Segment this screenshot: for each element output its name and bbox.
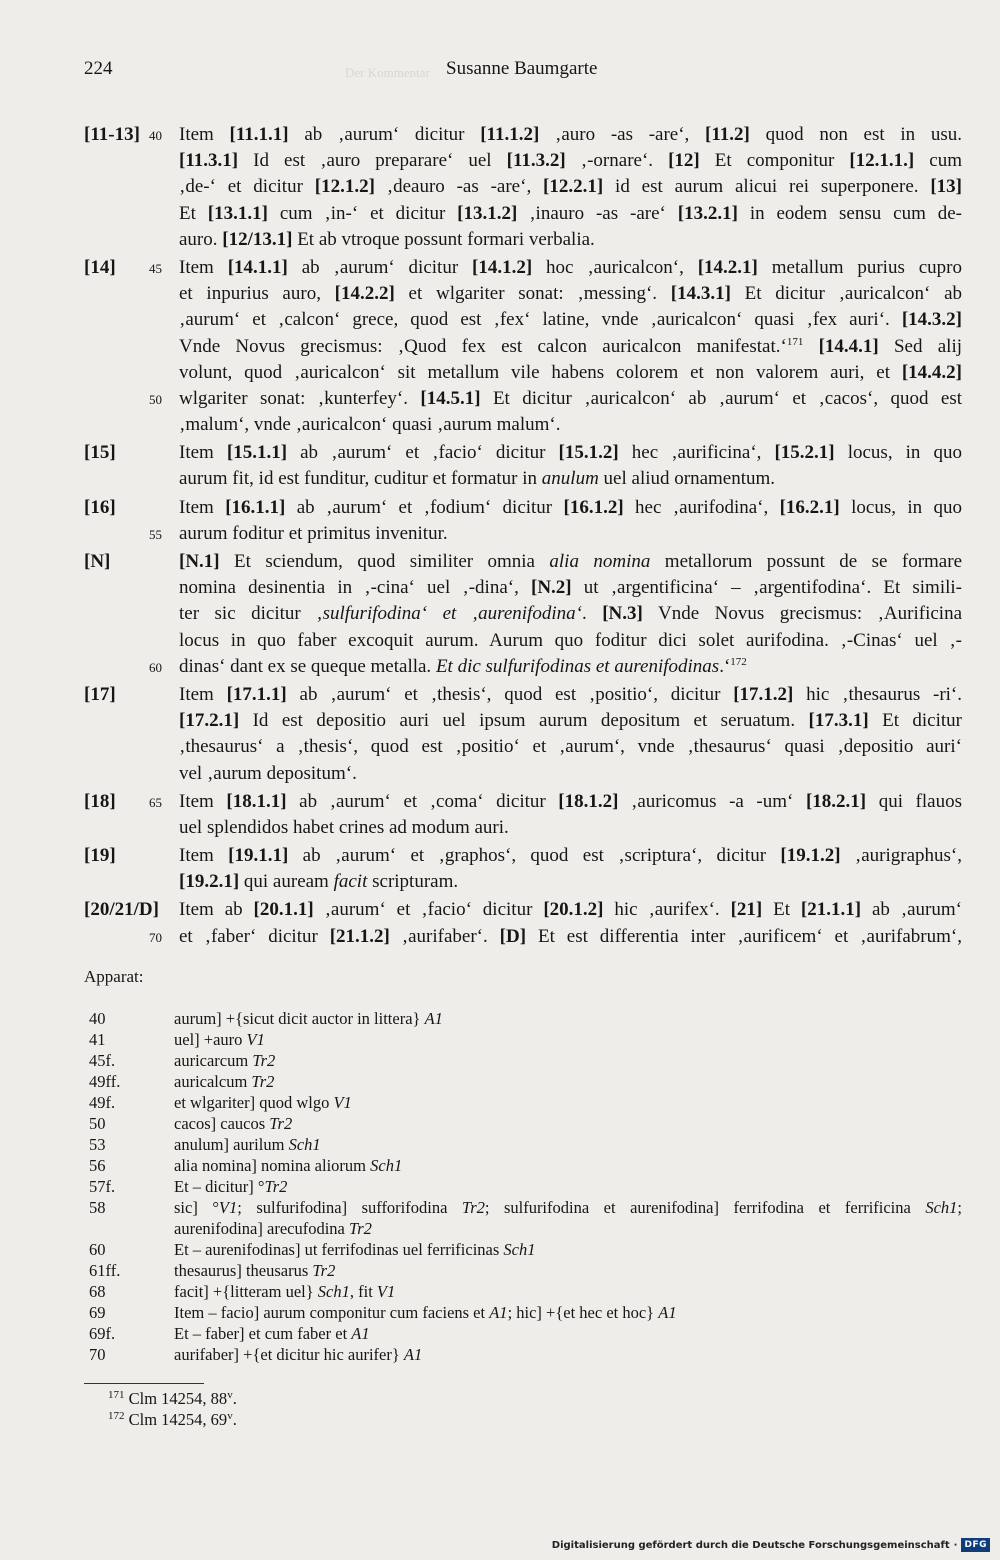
apparatus-line-ref: 40 (89, 1009, 106, 1028)
apparatus-line-ref: 69 (89, 1303, 106, 1322)
apparatus-entry (84, 1176, 962, 1197)
apparatus-entry (84, 1134, 962, 1155)
apparatus-note: uel] +auro V1 (174, 1030, 265, 1049)
section-label: [15] (84, 442, 116, 464)
line-text: Item [18.1.1] ab ‚aurum‘ et ‚coma‘ dicitur [18.1.2] ‚auricomus -a -um‘ [18.2.1] qui flauos (179, 790, 962, 812)
apparatus-entry (84, 1008, 962, 1029)
footnote-number: 171 (108, 1389, 125, 1401)
line-number: 55 (149, 526, 162, 542)
footnotes (108, 1388, 237, 1430)
apparatus-line-ref: 68 (89, 1282, 106, 1301)
section-paragraph (84, 897, 962, 949)
text-line (84, 307, 962, 333)
line-text: ‚thesaurus‘ a ‚thesis‘, quod est ‚positio‘ et ‚aurum‘, vnde ‚thesaurus‘ quasi ‚depositio auri‘ (179, 736, 962, 758)
running-head-author: Susanne Baumgarte (446, 58, 598, 79)
apparatus-note: sic] °V1; sulfurifodina] sufforifodina Tr2; sulfurifodina et aurenifodina] ferrifodina et ferrificina Sch1; (174, 1198, 963, 1217)
funding-separator: · (953, 1539, 958, 1551)
line-number: 45 (149, 260, 162, 276)
text-line (84, 708, 962, 734)
text-line (84, 412, 962, 438)
section-paragraph (84, 440, 962, 492)
apparatus-line-ref: 49f. (89, 1093, 116, 1112)
text-line (84, 682, 962, 708)
line-text: [17.2.1] Id est depositio auri uel ipsum aurum depositum et seruatum. [17.3.1] Et dicitur (179, 710, 962, 732)
text-line (84, 466, 962, 492)
text-line (84, 789, 962, 815)
text-line (84, 897, 962, 923)
line-text: Vnde Novus grecismus: ‚Quod fex est calcon auricalcon manifestat.‘$^{171}$ [14.4.1] Sed alij (179, 335, 962, 357)
line-text: [N.1] Et sciendum, quod similiter omnia alia nomina metallorum possunt de se formare (179, 551, 963, 572)
line-number: 50 (149, 391, 162, 407)
page-header (84, 58, 964, 84)
apparatus-note: auricalcum Tr2 (174, 1072, 275, 1091)
section-paragraph (84, 255, 962, 438)
apparatus-entry (84, 1092, 962, 1113)
text-line (84, 281, 962, 307)
edition-text (84, 122, 962, 952)
text-line (84, 148, 962, 174)
apparatus-note: facit] +{litteram uel} Sch1, fit V1 (174, 1282, 396, 1301)
line-number: 60 (149, 659, 162, 675)
text-line (84, 654, 962, 680)
text-line (84, 521, 962, 547)
line-text: auro. [12/13.1] Et ab vtroque possunt formari verbalia. (179, 228, 595, 250)
footnote (108, 1388, 237, 1409)
text-line (84, 734, 962, 760)
apparatus-entry (84, 1344, 962, 1365)
apparatus-note: aurifaber] +{et dicitur hic aurifer} A1 (174, 1345, 423, 1364)
line-text: ‚aurum‘ et ‚calcon‘ grece, quod est ‚fex‘ latine, vnde ‚auricalcon‘ quasi ‚fex auri‘. [14.3.2] (179, 309, 962, 331)
apparatus-line-ref: 58 (89, 1198, 106, 1217)
apparatus-entry (84, 1050, 962, 1071)
text-line (84, 255, 962, 281)
apparatus-entries (84, 1008, 962, 1365)
line-text: ‚malum‘, vnde ‚auricalcon‘ quasi ‚aurum malum‘. (179, 414, 561, 436)
line-text: Item [17.1.1] ab ‚aurum‘ et ‚thesis‘, quod est ‚positio‘, dicitur [17.1.2] hic ‚thesaurus -ri‘. (179, 683, 963, 705)
apparatus-line-ref: 57f. (89, 1177, 116, 1196)
text-line (84, 924, 962, 950)
section-paragraph (84, 495, 962, 547)
apparatus-criticus (84, 966, 962, 1365)
apparatus-line-ref: 53 (89, 1135, 106, 1154)
text-line (84, 440, 962, 466)
section-label: [11-13] (84, 124, 140, 145)
apparatus-note: Item – facio] aurum componitur cum faciens et A1; hic] +{et hec et hoc} A1 (174, 1303, 677, 1322)
apparatus-note: Et – dicitur] °Tr2 (174, 1177, 288, 1196)
text-line (84, 227, 962, 253)
text-line (84, 628, 962, 654)
funding-note (552, 1536, 990, 1554)
apparatus-note: aurenifodina] arecufodina Tr2 (174, 1219, 372, 1238)
line-text: aurum fit, id est funditur, cuditur et formatur in anulum uel aliud ornamentum. (179, 468, 776, 490)
text-line (84, 843, 962, 869)
footnote-end: . (232, 1410, 237, 1429)
line-text: ter sic dicitur ‚sulfurifodina‘ et ‚aurenifodina‘. [N.3] Vnde Novus grecismus: ‚Aurificina (179, 603, 963, 625)
line-number: 65 (149, 794, 162, 810)
line-text: [11.3.1] Id est ‚auro preparare‘ uel [11.3.2] ‚-ornare‘. [12] Et componitur [12.1.1.] cum (179, 150, 963, 172)
apparatus-entry (84, 1302, 962, 1323)
apparatus-note: Et – aurenifodinas] ut ferrifodinas uel ferrificinas Sch1 (174, 1240, 536, 1259)
section-paragraph (84, 843, 962, 895)
line-text: locus in quo faber excoquit aurum. Aurum quo foditur dici solet aurifodina. ‚-Cinas‘ uel ‚- (179, 629, 962, 651)
apparatus-entry (84, 1113, 962, 1134)
line-text: dinas‘ dant ex se queque metalla. Et dic sulfurifodinas et aurenifodinas.‘$^{172}$ (179, 655, 747, 677)
section-label: [18] (84, 790, 116, 812)
line-text: et ‚faber‘ dicitur [21.1.2] ‚aurifaber‘. [D] Et est differentia inter ‚aurificem‘ et ‚aurifabrum‘, (179, 925, 962, 947)
text-line (84, 201, 962, 227)
section-paragraph (84, 789, 962, 841)
apparatus-note: aurum] +{sicut dicit auctor in littera} A1 (174, 1009, 443, 1028)
line-text: Item [11.1.1] ab ‚aurum‘ dicitur [11.1.2] ‚auro -as -are‘, [11.2] quod non est in usu. (179, 124, 962, 145)
apparatus-note: auricarcum Tr2 (174, 1051, 276, 1070)
section-label: [20/21/D] (84, 899, 159, 921)
section-paragraph (84, 549, 962, 680)
apparatus-line-ref: 70 (89, 1345, 106, 1364)
apparatus-title: Apparat: (84, 967, 144, 986)
footnote-folio-side: v (227, 1410, 233, 1422)
line-text: uel splendidos habet crines ad modum auri. (179, 816, 509, 838)
text-line (84, 761, 962, 787)
apparatus-line-ref: 56 (89, 1156, 106, 1175)
line-text: Item [15.1.1] ab ‚aurum‘ et ‚facio‘ dicitur [15.1.2] hec ‚aurificina‘, [15.2.1] locus, in quo (179, 442, 962, 464)
apparatus-entry (84, 1071, 962, 1092)
apparatus-entry (84, 1260, 962, 1281)
text-line (84, 815, 962, 841)
section-label: [N] (84, 551, 111, 572)
line-text: aurum foditur et primitus invenitur. (179, 522, 448, 544)
funding-note-text: Digitalisierung gefördert durch die Deutsche Forschungsgemeinschaft (551, 1539, 950, 1551)
line-number: 40 (149, 128, 162, 143)
apparatus-line-ref: 60 (89, 1240, 106, 1259)
apparatus-entry (84, 1281, 962, 1302)
text-line (84, 549, 962, 575)
apparatus-line-ref: 61ff. (89, 1261, 121, 1280)
footnote-end: . (232, 1389, 237, 1408)
section-label: [14] (84, 256, 116, 278)
text-line (84, 495, 962, 521)
apparatus-note: anulum] aurilum Sch1 (174, 1135, 321, 1154)
footnote-folio-side: v (227, 1389, 233, 1401)
line-text: nomina desinentia in ‚-cina‘ uel ‚-dina‘, [N.2] ut ‚argentificina‘ – ‚argentifodina‘. Et simili- (179, 577, 962, 599)
text-line (84, 360, 962, 386)
line-text: Item [14.1.1] ab ‚aurum‘ dicitur [14.1.2] hoc ‚auricalcon‘, [14.2.1] metallum purius cupro (179, 256, 962, 278)
apparatus-entry (84, 1323, 962, 1344)
footnote (108, 1409, 237, 1430)
section-paragraph (84, 682, 962, 787)
apparatus-line-ref: 50 (89, 1114, 106, 1133)
apparatus-note: Et – faber] et cum faber et A1 (174, 1324, 370, 1343)
line-text: vel ‚aurum depositum‘. (179, 762, 357, 784)
apparatus-note: alia nomina] nomina aliorum Sch1 (174, 1156, 403, 1175)
line-text: Item ab [20.1.1] ‚aurum‘ et ‚facio‘ dicitur [20.1.2] hic ‚aurifex‘. [21] Et [21.1.1] ab ‚aurum‘ (179, 899, 962, 921)
line-text: wlgariter sonat: ‚kunterfey‘. [14.5.1] Et dicitur ‚auricalcon‘ ab ‚aurum‘ et ‚cacos‘, quod est (179, 387, 962, 409)
text-line (84, 575, 962, 601)
footnote-text: Clm 14254, 88 (124, 1389, 228, 1408)
line-text: Item [19.1.1] ab ‚aurum‘ et ‚graphos‘, quod est ‚scriptura‘, dicitur [19.1.2] ‚aurigraphus‘, (179, 845, 962, 867)
apparatus-note: thesaurus] theusarus Tr2 (174, 1261, 336, 1280)
apparatus-entry (84, 1197, 962, 1218)
line-text: Et [13.1.1] cum ‚in-‘ et dicitur [13.1.2] ‚inauro -as -are‘ [13.2.1] in eodem sensu cum de- (179, 202, 962, 224)
apparatus-note: et wlgariter] quod wlgo V1 (174, 1093, 352, 1112)
apparatus-entry (84, 1218, 962, 1239)
dfg-logo: DFG (961, 1538, 990, 1552)
line-text: ‚de-‘ et dicitur [12.1.2] ‚deauro -as -are‘, [12.2.1] id est aurum alicui rei superponere. [13] (179, 176, 962, 198)
text-line (84, 386, 962, 412)
apparatus-line-ref: 49ff. (89, 1072, 121, 1091)
line-text: et inpurius auro, [14.2.2] et wlgariter sonat: ‚messing‘. [14.3.1] Et dicitur ‚auricalcon‘ ab (179, 283, 962, 305)
line-text: Item [16.1.1] ab ‚aurum‘ et ‚fodium‘ dicitur [16.1.2] hec ‚aurifodina‘, [16.2.1] locus, in quo (179, 496, 962, 518)
text-line (84, 334, 962, 360)
section-label: [19] (84, 845, 116, 867)
line-number: 70 (149, 929, 162, 945)
apparatus-line-ref: 41 (89, 1030, 106, 1049)
footnote-number: 172 (108, 1410, 125, 1422)
text-line (84, 601, 962, 627)
line-text: [19.2.1] qui auream facit scripturam. (179, 871, 459, 893)
text-line (84, 122, 962, 148)
section-label: [17] (84, 683, 116, 705)
apparatus-note: cacos] caucos Tr2 (174, 1114, 293, 1133)
page-number: 224 (84, 58, 113, 79)
apparatus-entry (84, 1239, 962, 1260)
apparatus-line-ref: 69f. (89, 1324, 116, 1343)
section-paragraph (84, 122, 962, 253)
text-line (84, 869, 962, 895)
apparatus-line-ref: 45f. (89, 1051, 116, 1070)
apparatus-entry (84, 1155, 962, 1176)
apparatus-entry (84, 1029, 962, 1050)
section-label: [16] (84, 496, 116, 518)
footnote-rule (84, 1383, 204, 1384)
line-text: volunt, quod ‚auricalcon‘ sit metallum vile habens colorem et non valorem auri, et [14.4.2] (179, 361, 962, 383)
footnote-text: Clm 14254, 69 (124, 1410, 228, 1429)
text-line (84, 174, 962, 200)
bleed-through-text: Der Kommentar (345, 65, 430, 80)
